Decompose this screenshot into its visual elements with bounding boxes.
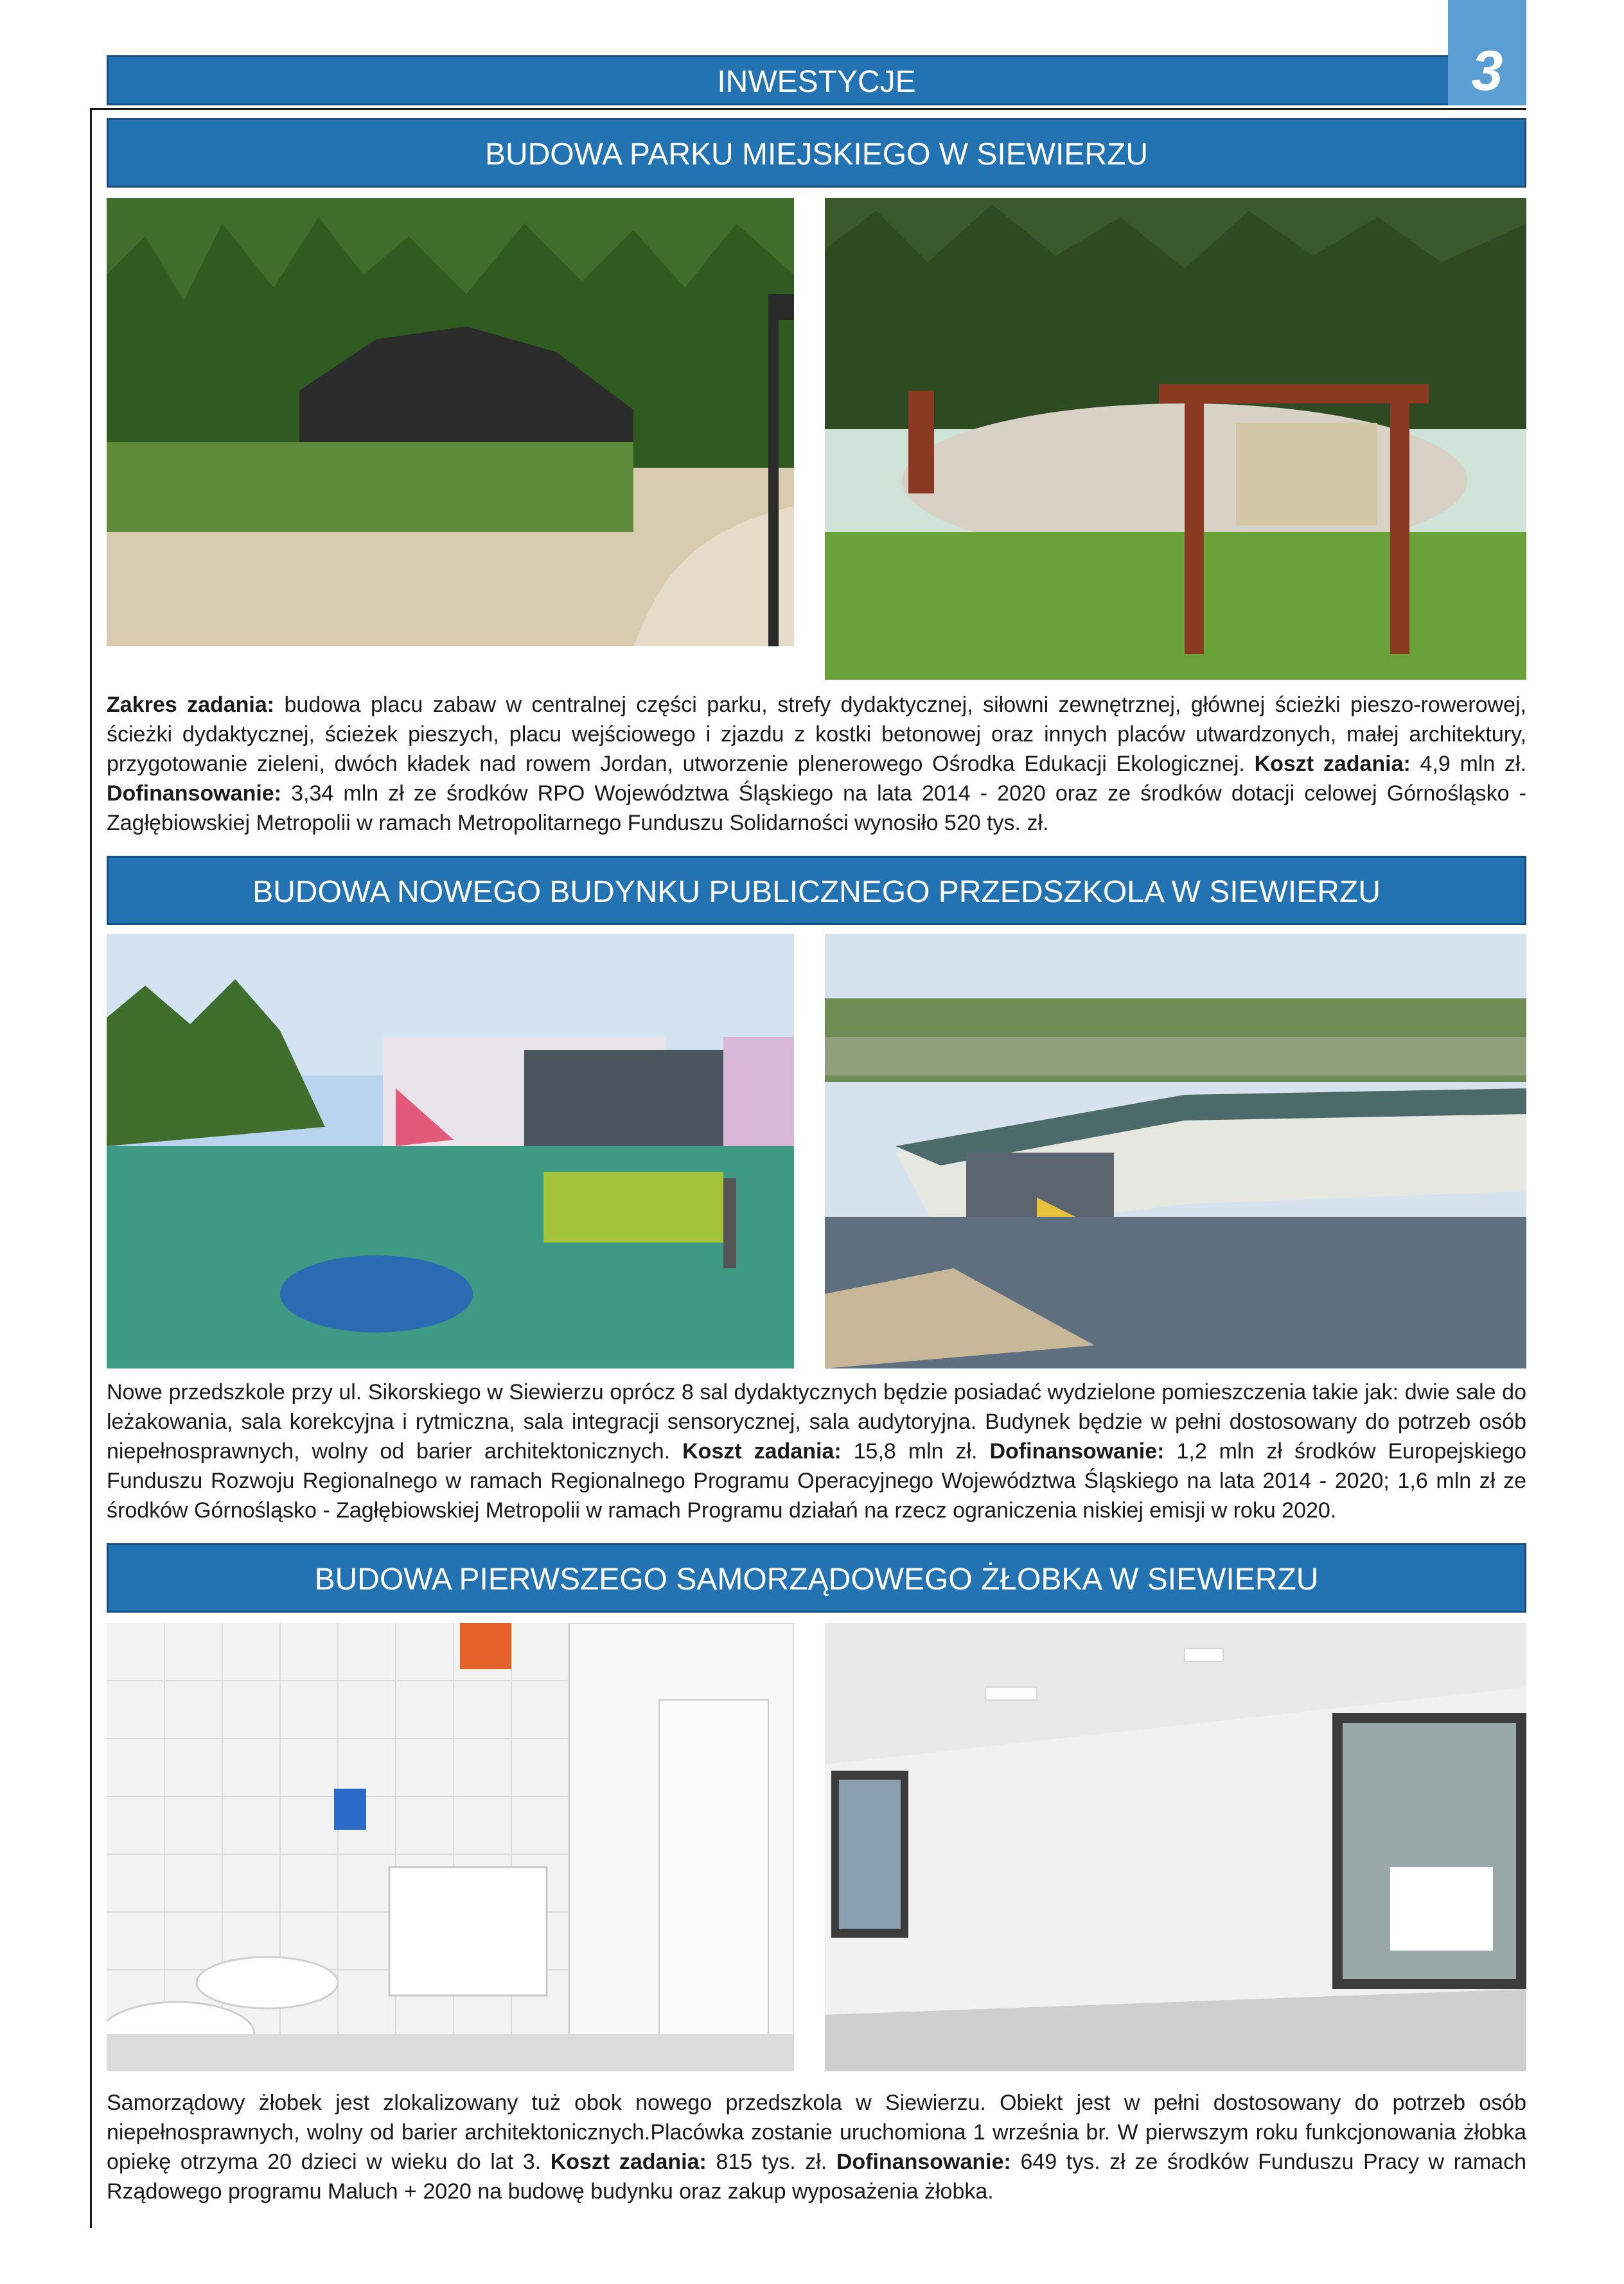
- kindergarten-description: [107, 1377, 1526, 1525]
- section-title-kindergarten: BUDOWA NOWEGO BUDYNKU PUBLICZNEGO PRZEDSZKOLA W SIEWIERZU: [252, 875, 1381, 909]
- park-education-center-photo: [825, 198, 1526, 680]
- nursery-cost-value: 815 tys. zł.: [706, 2150, 836, 2174]
- section-title-park: BUDOWA PARKU MIEJSKIEGO W SIEWIERZU: [484, 137, 1149, 172]
- section-title-bar-nursery: [107, 1543, 1526, 1613]
- frame-line-top: [90, 108, 1526, 110]
- kindergarten-funding-label: Dofinansowanie:: [989, 1439, 1165, 1464]
- nursery-funding-label: Dofinansowanie:: [836, 2150, 1011, 2174]
- section-title-nursery: BUDOWA PIERWSZEGO SAMORZĄDOWEGO ŻŁOBKA W SIEWIERZU: [314, 1563, 1319, 1597]
- nursery-description: [107, 2088, 1526, 2206]
- park-scope-label: Zakres zadania:: [107, 693, 275, 717]
- category-title: INWESTYCJE: [717, 65, 916, 99]
- park-funding-text: 3,34 mln zł ze środków RPO Województwa Śląskiego na lata 2014 - 2020 oraz ze środków dotacji celowej Górnośląsko - Zagłębiowskiej Metropolii w ramach Metropolitarnego Funduszu Solidarności wynosiło 520 tys. zł.: [107, 781, 1526, 835]
- nursery-intro-text: Samorządowy żłobek jest zlokalizowany tuż obok nowego przedszkola w Siewierzu. Obiekt jest w pełni dostosowany do potrzeb osób niepełnosprawnych, wolny od barier architektonicznych.Placówka zostanie uruchomiona 1 września br. W pierwszym roku funkcjonowania żłobka opiekę otrzyma 20 dzieci w wieku do lat 3.: [107, 2091, 1526, 2174]
- frame-line-left: [90, 108, 92, 2228]
- park-scope-text: budowa placu zabaw w centralnej części parku, strefy dydaktycznej, siłowni zewnętrznej, głównej ścieżki pieszo-rowerowej, ścieżki dydaktycznej, ścieżek pieszych, placu wejściowego i zjazdu z kostki betonowej oraz innych placów utwardzonych, małej architektury, przygotowanie zieleni, dwóch kładek nad rowem Jordan, utworzenie plenerowego Ośrodka Edukacji Ekologicznej.: [107, 693, 1527, 776]
- kindergarten-intro-text: Nowe przedszkole przy ul. Sikorskiego w Siewierzu oprócz 8 sal dydaktycznych będzie posiadać wydzielone pomieszczenia takie jak: dwie sale do leżakowania, sala korekcyjna i rytmiczna, sala integracji sensorycznej, sala audytoryjna. Budynek będzie w pełni dostosowany do potrzeb osób niepełnosprawnych, wolny od barier architektonicznych.: [107, 1380, 1526, 1464]
- kindergarten-funding-text: 1,2 mln zł środków Europejskiego Funduszu Rozwoju Regionalnego w ramach Regionalnego Programu Operacyjnego Województwa Śląskiego na lata 2014 - 2020; 1,6 mln zł ze środków Górnośląsko - Zagłębiowskiej Metropolii w ramach Programu działań na rzecz ograniczenia niskiej emisji w roku 2020.: [107, 1439, 1526, 1523]
- kindergarten-cost-value: 15,8 mln zł.: [841, 1439, 990, 1464]
- section-title-bar-park: [107, 118, 1526, 188]
- park-funding-label: Dofinansowanie:: [107, 781, 282, 806]
- park-cost-value: 4,9 mln zł.: [1410, 752, 1526, 776]
- kindergarten-aerial-photo: [825, 934, 1526, 1368]
- nursery-cost-label: Koszt zadania:: [550, 2150, 707, 2174]
- park-cost-label: Koszt zadania:: [1254, 752, 1411, 776]
- kindergarten-playground-photo: [107, 934, 794, 1368]
- park-description: [107, 690, 1526, 838]
- park-playground-photo: [107, 198, 794, 646]
- section-title-bar-kindergarten: [107, 856, 1526, 925]
- nursery-room-photo: [825, 1623, 1526, 2071]
- category-header: [107, 55, 1526, 105]
- page-number: 3: [1448, 0, 1526, 105]
- kindergarten-cost-label: Koszt zadania:: [682, 1439, 842, 1464]
- nursery-funding-text: 649 tys. zł ze środków Funduszu Pracy w ramach Rządowego programu Maluch + 2020 na budowę budynku oraz zakup wyposażenia żłobka.: [107, 2150, 1526, 2204]
- nursery-bathroom-photo: [107, 1623, 794, 2071]
